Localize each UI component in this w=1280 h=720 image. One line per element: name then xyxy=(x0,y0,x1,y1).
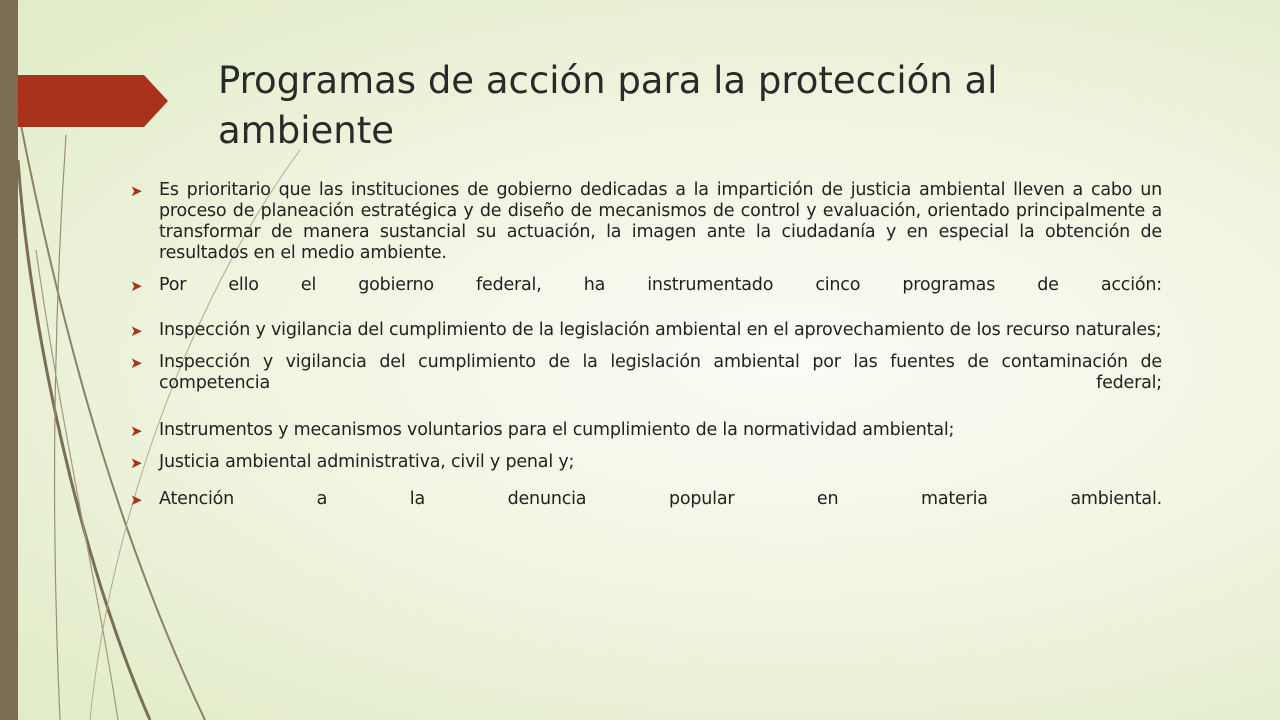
arrow-bullet-icon: ➤ xyxy=(130,277,143,295)
arrow-bullet-icon: ➤ xyxy=(130,182,143,200)
arrow-bullet-icon: ➤ xyxy=(130,422,143,440)
list-item-text: Inspección y vigilancia del cumplimiento de la legislación ambiental en el aprovechamiento de los recurso naturales; xyxy=(159,320,1162,340)
list-item xyxy=(130,489,1162,510)
slide-title: Programas de acción para la protección al ambiente xyxy=(218,59,998,152)
list-item xyxy=(130,352,1162,394)
list-item-text: Por ello el gobierno federal, ha instrumentado cinco programas de acción: xyxy=(159,275,1162,295)
list-item xyxy=(130,452,1162,473)
arrow-bullet-icon: ➤ xyxy=(130,454,143,472)
left-decorative-bar xyxy=(0,0,18,720)
list-item-text: Instrumentos y mecanismos voluntarios para el cumplimiento de la normatividad ambiental; xyxy=(159,420,955,440)
bullet-list xyxy=(130,180,1162,510)
list-item xyxy=(130,180,1162,264)
list-item xyxy=(130,275,1162,296)
title-accent-arrow xyxy=(18,75,168,127)
list-item-text: Inspección y vigilancia del cumplimiento de la legislación ambiental por las fuentes de contaminación de competencia federal; xyxy=(159,352,1162,393)
list-item-text: Atención a la denuncia popular en materia ambiental. xyxy=(159,489,1162,509)
list-item xyxy=(130,420,1162,441)
arrow-bullet-icon: ➤ xyxy=(130,491,143,509)
arrow-bullet-icon: ➤ xyxy=(130,354,143,372)
list-item-text: Es prioritario que las instituciones de gobierno dedicadas a la impartición de justicia ambiental lleven a cabo un proceso de planeación estratégica y de diseño de mecanismos de control y evaluación, orientado principalmente a transformar de manera sustancial su actuación, la imagen ante la ciudadanía y en especial la obtención de resultados en el medio ambiente. xyxy=(159,180,1162,263)
list-item-text: Justicia ambiental administrativa, civil y penal y; xyxy=(159,452,575,472)
arrow-bullet-icon: ➤ xyxy=(130,322,143,340)
list-item xyxy=(130,320,1162,341)
